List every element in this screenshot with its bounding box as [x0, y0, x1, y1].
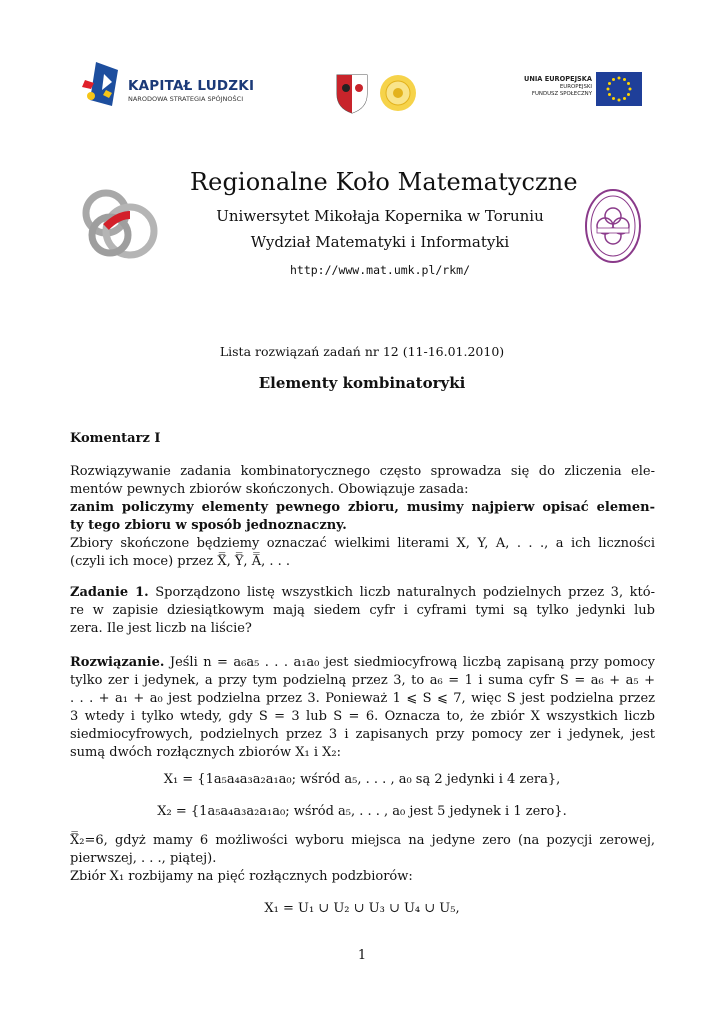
rozwiazanie-line-4: 3 wtedy i tylko wtedy, gdy S = 3 lub S = 6. Oznacza to, że zbiór X wszystkich liczb	[70, 709, 655, 724]
zadanie-label: Zadanie 1.	[70, 585, 149, 600]
formula-x1-partition: X₁ = U₁ ∪ U₂ ∪ U₃ ∪ U₄ ∪ U₅,	[264, 901, 460, 916]
rozwiazanie-continued	[70, 832, 655, 886]
eu-line-2: EUROPEJSKI	[559, 84, 592, 90]
list-line: Lista rozwiązań zadań nr 12 (11-16.01.2010)	[219, 344, 505, 359]
formula-x1: X₁ = {1a₅a₄a₃a₂a₁a₀; wśród a₅, . . . , a₀ są 2 jedynki i 4 zera},	[163, 772, 561, 787]
rozwiazanie-line-9: Zbiór X₁ rozbijamy na pięć rozłącznych podzbiorów:	[70, 869, 413, 884]
sun-emblem-icon	[380, 75, 416, 111]
komentarz-heading: Komentarz I	[70, 431, 161, 446]
eu-text	[524, 75, 592, 98]
rozwiazanie-line-2: tylko zer i jedynek, a przy tym podzielną przez 3, to a₆ = 1 i suma cyfr S = a₆ + a₅ +	[70, 673, 655, 688]
zadanie-line-1-text: Sporządzono listę wszystkich liczb naturalnych podzielnych przez 3, któ-	[155, 585, 656, 600]
eu-logo	[520, 72, 642, 106]
rkm-rings-logo-icon	[80, 185, 162, 265]
komentarz-line-5: Zbiory skończone będziemy oznaczać wielkimi literami X, Y, A, . . ., a ich liczności	[70, 536, 655, 551]
rozwiazanie-line-5: siedmiocyfrowych, podzielnych przez 3 i zapisanych przy pomocy zer i jedynek, jest	[70, 727, 655, 742]
komentarz-section	[70, 430, 655, 448]
zadanie-section	[70, 584, 655, 638]
coat-of-arms-icon	[334, 72, 420, 114]
rozwiazanie-line-3: . . . + a₁ + a₀ jest podzielna przez 3. Ponieważ 1 ⩽ S ⩽ 7, więc S jest podzielna przez	[70, 691, 655, 706]
zadanie-line-1	[70, 584, 655, 602]
university-name: Uniwersytet Mikołaja Kopernika w Toruniu	[216, 207, 544, 225]
regional-emblems	[334, 72, 420, 118]
rozwiazanie-line-8: pierwszej, . . ., piątej).	[70, 851, 217, 866]
eu-line-1: UNIA EUROPEJSKA	[523, 75, 592, 83]
rozwiazanie-line-7: X̿₂=6, gdyż mamy 6 możliwości wyboru miejsca na jedyne zero (na pozycji zerowej,	[70, 833, 655, 848]
section-title: Elementy kombinatoryki	[258, 374, 466, 392]
eu-flag-icon	[596, 72, 642, 106]
komentarz-text	[70, 463, 655, 571]
page-title: Regionalne Koło Matematyczne	[190, 168, 578, 196]
rozwiazanie-line-1	[70, 654, 655, 672]
rozwiazanie-section	[70, 654, 655, 762]
kapital-ludzki-title: KAPITAŁ LUDZKI	[128, 78, 255, 94]
formula-x2: X₂ = {1a₅a₄a₃a₂a₁a₀; wśród a₅, . . . , a₀ jest 5 jedynek i 1 zero}.	[157, 804, 567, 819]
zadanie-line-2: re w zapisie dziesiątkowym mają siedem cyfr i cyframi tymi są tylko jedynki lub	[70, 603, 655, 618]
page-number: 1	[357, 948, 367, 963]
kapital-ludzki-subtitle: NARODOWA STRATEGIA SPÓJNOŚCI	[128, 95, 244, 103]
komentarz-line-3: zanim policzymy elementy pewnego zbioru, musimy najpierw opisać elemen-	[70, 500, 655, 515]
kapital-ludzki-logo	[82, 60, 262, 110]
rozwiazanie-label: Rozwiązanie.	[70, 655, 165, 670]
komentarz-line-1: Rozwiązywanie zadania kombinatorycznego często sprowadza się do zliczenia ele-	[70, 464, 655, 479]
department-name: Wydział Matematyki i Informatyki	[250, 233, 510, 251]
kapital-ludzki-emblem-icon	[82, 60, 126, 110]
komentarz-line-6: (czyli ich moce) przez X̿, Y̿, A̿, . . .	[70, 554, 291, 569]
rozwiazanie-line-1-text: Jeśli n = a₆a₅ . . . a₁a₀ jest siedmiocyfrową liczbą zapisaną przy pomocy	[169, 655, 655, 670]
komentarz-line-4: ty tego zbioru w sposób jednoznaczny.	[70, 518, 347, 533]
site-url: http://www.mat.umk.pl/rkm/	[289, 263, 470, 277]
eu-line-3: FUNDUSZ SPOŁECZNY	[531, 91, 592, 97]
komentarz-line-2: mentów pewnych zbiorów skończonych. Obowiązuje zasada:	[70, 482, 469, 497]
university-seal-icon	[583, 186, 643, 266]
zadanie-line-3: zera. Ile jest liczb na liście?	[70, 621, 252, 636]
rozwiazanie-line-6: sumą dwóch rozłącznych zbiorów X₁ i X₂:	[70, 745, 341, 760]
